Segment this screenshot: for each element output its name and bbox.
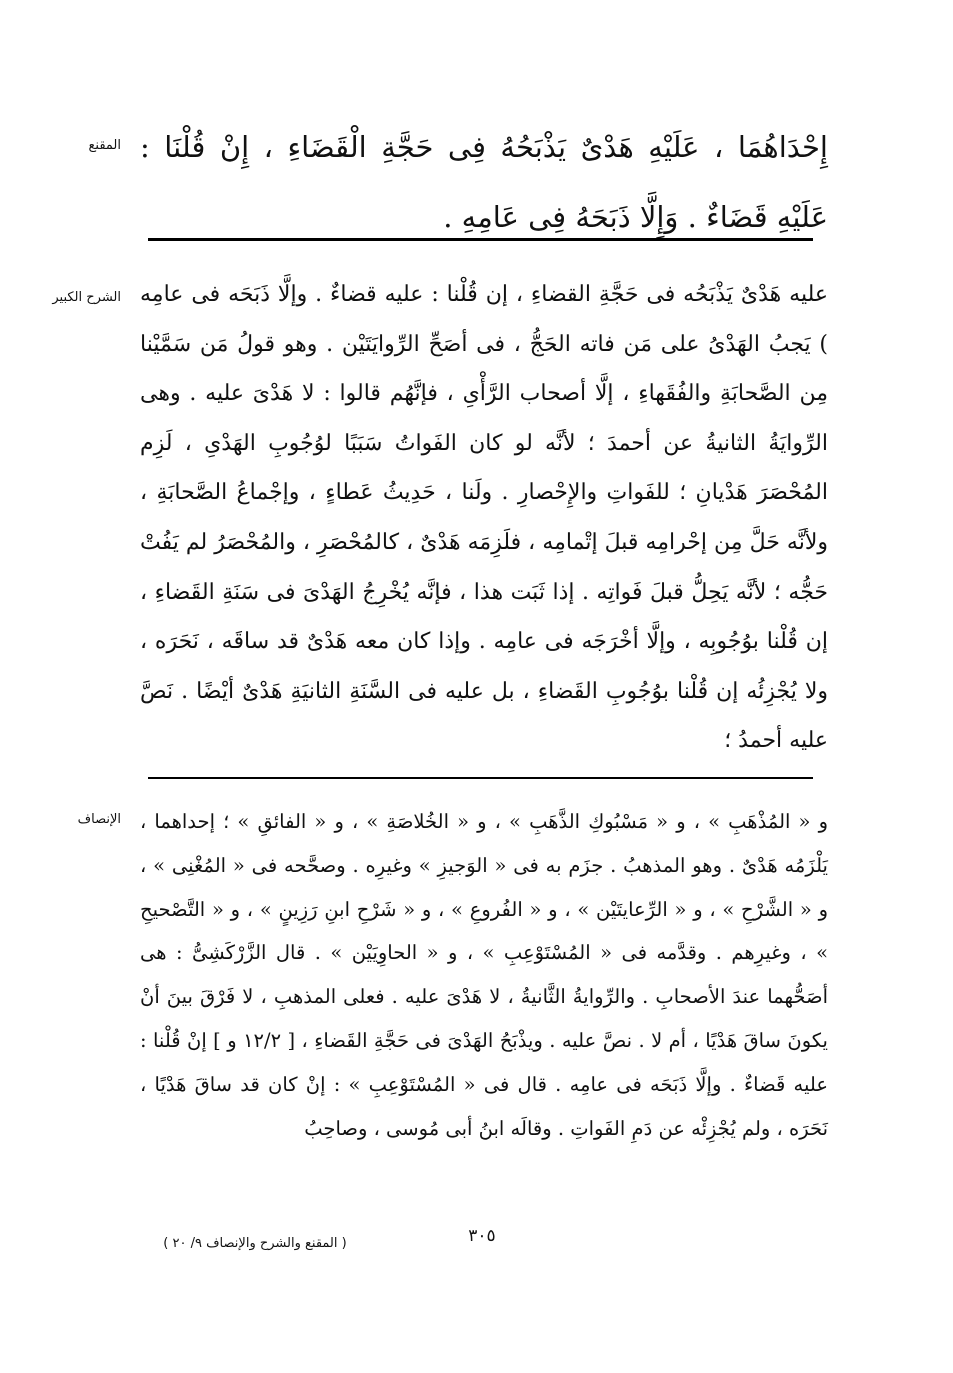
sharh-paragraph: عليه هَدْىٌ يَذْبَحُه فى حَجَّةِ القضاءِ ، إن قُلْنا : عليه قضاءٌ . وإلَّا ذَبَحَه فى عامِه ) يَجبُ الهَدْىُ على مَن فاته الحَجُّ ، فى أصَحِّ الرِّوايَتَيْن . وهو قولُ مَن سَمَّيْنا مِن الصَّحابَةِ والفُقَهاءِ ، إلَّا أصحاب الرَّأْىِ ، فإنَّهُم قالوا : لا هَدْىَ عليه . وهى الرِّوايَةُ الثانيةُ عن أحمدَ ؛ لأنَّه لو كان الفَواتُ سَبَبًا لوُجُوبِ الهَدْىِ ، لَزِم المُحْصَرَ هَدْيانِ ؛ للفَواتِ والإِحْصارِ . ولَنا ، حَدِيثُ عَطاءٍ ، وإجْماعُ الصَّحابَةِ ، ولأنَّه حَلَّ مِن إحْرامِه قبلَ إتْمامِه ، فلَزِمَه هَدْىٌ ، كالمُحْصَرِ ، والمُحْصَرُ لم يَفُتْ حَجُّه ؛ لأنَّه يَحِلُّ قبلَ فَواتِه . إذا ثَبَت هذا ، فإنَّه يُخْرِجُ الهَدْىَ فى سَنَةِ القَضاءِ ، إن قُلْنا بوُجُوبِه ، وإلَّا أخْرَجَه فى عامِه . وإذا كان معه هَدْىٌ قد ساقَه ، نَحَرَه ، ولا يُجْزِئُه إن قُلْنا بوُجُوبِ القَضاءِ ، بل عليه فى السَّنَةِ الثانيَةِ هَدْىٌ أيْضًا . نَصَّ عليه أحمدُ ؛ (140, 282, 828, 754)
section-label-sharh: الشرح الكبير (52, 290, 121, 305)
volume-signature: ( المقنع والشرح والإنصاف ٩/ ٢٠ ) (163, 1236, 347, 1251)
muqni-paragraph: إِحْدَاهُمَا ، عَلَيْهِ هَدْىٌ يَذْبَحُهُ فِى حَجَّةِ الْقَضَاءِ ، إِنْ قُلْنَا : عَلَيْهِ قَضَاءٌ . وَإِلَّا ذَبَحَهُ فِى عَامِهِ . (140, 130, 828, 234)
section-divider-thick (148, 238, 813, 241)
section-label-muqni: المقنع (88, 138, 121, 153)
insaf-text-block (140, 800, 828, 1150)
insaf-paragraph: و « المُذْهَبِ » ، و « مَسْبُوكِ الذَّهَبِ » ، و « الخُلاصَةِ » ، و « الفائقِ » ؛ إحداهما ، يَلْزَمُه هَدْىٌ . وهو المذهبُ . جزَم به فى « الوَجيزِ » وغيرِه . وصحَّحه فى « المُغْنِى » ، و « الشَّرْحِ » ، و « الرِّعايتَيْن » ، و « الفُروعِ » ، و « شَرْحِ ابنِ رَزِينٍ » ، و « التَّصْحيحِ » ، وغيرِهم . وقدَّمه فى « المُسْتَوْعِبِ » ، و « الحاوِيَيْن » . قال الزَّرْكَشِىُّ : هى أصَحُّهما عندَ الأصحابِ . والرِّوايةُ الثَّانيةُ ، لا هَدْىَ عليه . فعلى المذهبِ ، لا فَرْقَ بينَ أنْ يكونَ ساقَ هَدْيًا ، أم لا . نصَّ عليه . ويذْبَحُ الهَدْىَ فى حَجَّةِ القَضاءِ ، [ ١٢/٢ و ] إنْ قُلْنا : عليه قَضاءٌ . وإلَّا ذَبَحَه فى عامِه . قال فى « المُسْتَوْعِبِ » : إنْ كان قد ساقَ هَدْيًا ، نَحَرَه ، ولم يُجْزِئْه عن دَمِ الفَواتِ . وقالَه ابنُ أبى مُوسى ، وصاحِبُ (140, 810, 828, 1140)
section-divider-thin (148, 777, 813, 779)
page-number: ٣٠٥ (468, 1226, 496, 1246)
sharh-text-block (140, 270, 828, 766)
section-label-insaf: الإنصاف (77, 812, 121, 827)
muqni-text-block (140, 112, 828, 252)
